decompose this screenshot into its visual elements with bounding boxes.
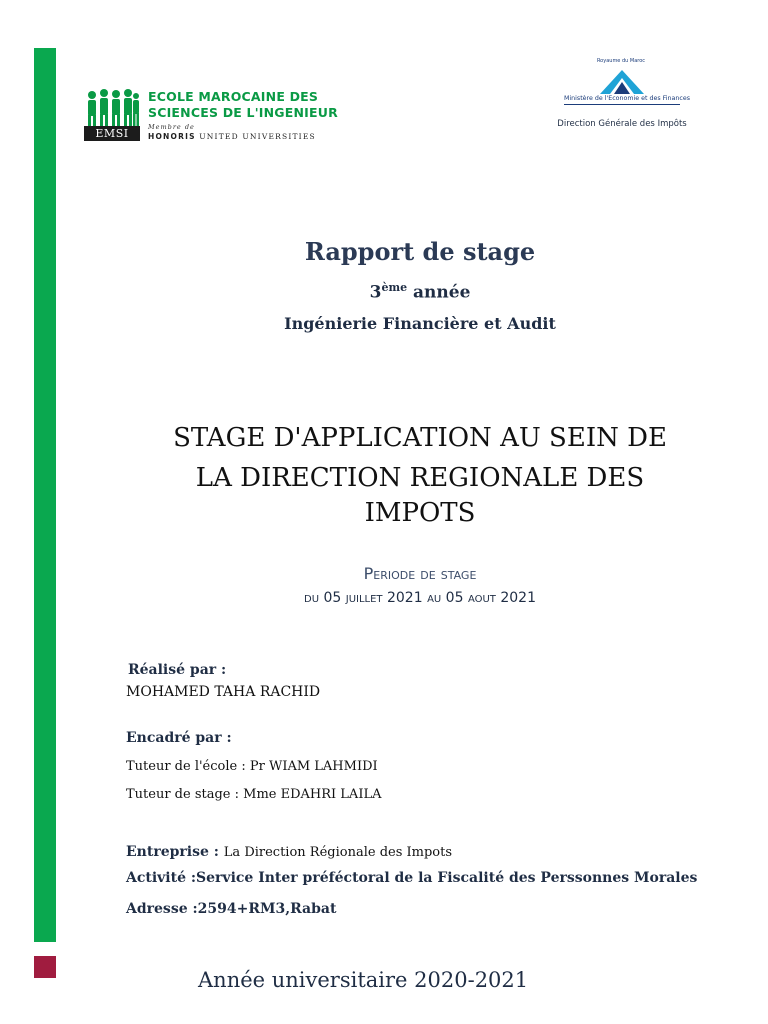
period-dates: du 05 juillet 2021 au 05 aout 2021: [304, 590, 536, 606]
red-corner-square: [34, 956, 56, 978]
emsi-logo: [84, 88, 338, 144]
company-value: La Direction Régionale des Impots: [223, 845, 453, 860]
dgi-name: Direction Générale des Impôts: [557, 119, 687, 129]
school-tutor: [126, 759, 378, 774]
stage-title-line1: STAGE D'APPLICATION AU SEIN DE: [173, 423, 667, 453]
report-title: Rapport de stage: [304, 237, 536, 266]
school-tutor-name: Pr WIAM LAHMIDI: [249, 759, 378, 774]
stage-title: [60, 418, 768, 528]
emsi-member-label: Membre de: [148, 123, 195, 131]
encadre-label: Encadré par :: [126, 730, 232, 746]
activity-line: Activité :Service Inter préféctoral de la Fiscalité des Perssonnes Morales: [126, 870, 698, 886]
program-name: Ingénierie Financière et Audit: [284, 314, 556, 333]
stage-tutor: [126, 787, 381, 802]
academic-year: Année universitaire 2020-2021: [198, 968, 529, 992]
student-name: MOHAMED TAHA RACHID: [126, 684, 321, 700]
emsi-name-line2: SCIENCES DE L'INGENIEUR: [148, 105, 338, 120]
stage-tutor-name: Mme EDAHRI LAILA: [243, 787, 382, 802]
stage-title-line2: LA DIRECTION REGIONALE DES: [195, 463, 645, 493]
school-tutor-label: Tuteur de l'école :: [126, 759, 250, 774]
company-line: [126, 841, 452, 860]
emsi-honoris-line: [148, 132, 316, 141]
emsi-name-line1: ECOLE MAROCAINE DES: [148, 89, 319, 104]
stage-title-line3: IMPOTS: [364, 498, 476, 528]
ministry-emblem-icon: [594, 66, 650, 96]
address-line: Adresse :2594+RM3,Rabat: [126, 901, 337, 917]
kingdom-label: Royaume du Maroc: [596, 58, 646, 64]
ministry-name: Ministère de l'Economie et des Finances: [564, 95, 690, 102]
study-year: [60, 281, 768, 303]
stage-tutor-label: Tuteur de stage :: [126, 787, 244, 802]
year-word: année: [407, 282, 471, 303]
realise-label: Réalisé par :: [128, 662, 227, 678]
green-side-bar: [34, 48, 56, 942]
emsi-box-label: EMSI: [84, 126, 140, 141]
dgi-logo: [552, 58, 692, 134]
period-label: Periode de stage: [363, 564, 477, 583]
honoris-rest: UNITED UNIVERSITIES: [195, 132, 316, 141]
year-suffix: ème: [381, 281, 408, 294]
year-number: 3: [369, 282, 382, 303]
ministry-divider: [564, 104, 680, 105]
honoris-bold: HONORIS: [148, 132, 196, 141]
company-label: Entreprise :: [126, 844, 224, 860]
